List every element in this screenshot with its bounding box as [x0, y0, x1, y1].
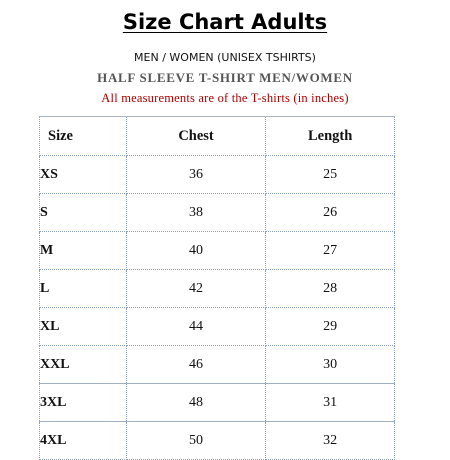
subtitle-unisex: MEN / WOMEN (UNISEX TSHIRTS): [134, 51, 316, 64]
cell-chest: 38: [126, 194, 266, 232]
cell-size: XS: [40, 156, 127, 194]
cell-chest: 40: [126, 232, 266, 270]
cell-size: M: [40, 232, 127, 270]
table-row: [40, 270, 395, 308]
table-header-row: [40, 117, 395, 156]
cell-chest: 50: [126, 422, 266, 460]
table-row: [40, 384, 395, 422]
cell-length: 32: [266, 422, 395, 460]
cell-size: 4XL: [40, 422, 127, 460]
page-title-text: Size Chart Adults: [122, 10, 328, 34]
table-row: [40, 156, 395, 194]
page-title: [0, 10, 450, 34]
cell-length: 29: [266, 308, 395, 346]
header-chest: Chest: [126, 117, 266, 156]
cell-length: 28: [266, 270, 395, 308]
cell-chest: 48: [126, 384, 266, 422]
header-size: Size: [40, 117, 127, 156]
cell-chest: 46: [126, 346, 266, 384]
cell-chest: 44: [126, 308, 266, 346]
header-length: Length: [266, 117, 395, 156]
cell-length: 25: [266, 156, 395, 194]
cell-size: XL: [40, 308, 127, 346]
cell-chest: 42: [126, 270, 266, 308]
size-chart-table: [39, 116, 395, 460]
measurement-note: All measurements are of the T-shirts (in inches): [101, 91, 349, 105]
table-row: [40, 346, 395, 384]
cell-size: XXL: [40, 346, 127, 384]
cell-length: 30: [266, 346, 395, 384]
cell-length: 31: [266, 384, 395, 422]
cell-length: 27: [266, 232, 395, 270]
cell-size: S: [40, 194, 127, 232]
cell-length: 26: [266, 194, 395, 232]
cell-size: L: [40, 270, 127, 308]
cell-chest: 36: [126, 156, 266, 194]
cell-size: 3XL: [40, 384, 127, 422]
table-row: [40, 422, 395, 460]
subtitle-sleeve: HALF SLEEVE T-SHIRT MEN/WOMEN: [97, 70, 353, 85]
table-row: [40, 308, 395, 346]
table-row: [40, 194, 395, 232]
table-row: [40, 232, 395, 270]
